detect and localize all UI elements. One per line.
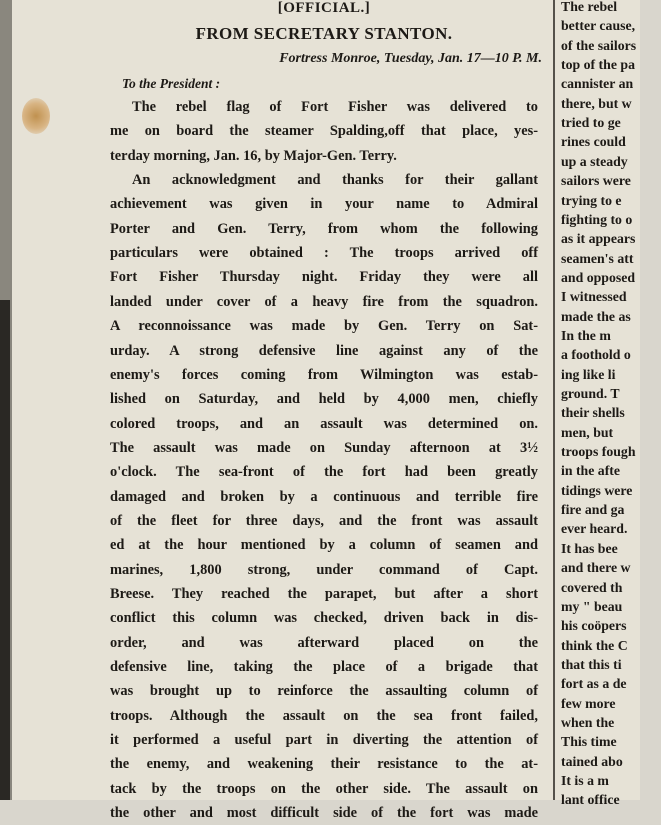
- adjacent-line: when the: [561, 714, 615, 730]
- article-line: Fort Fisher Thursday night. Friday they were all: [110, 269, 538, 286]
- adjacent-line: trying to e: [561, 192, 622, 208]
- article-line: The rebel flag of Fort Fisher was delivered to: [132, 99, 538, 115]
- adjacent-line: rines could: [561, 134, 626, 150]
- dateline: Fortress Monroe, Tuesday, Jan. 17—10 P. M.: [279, 51, 542, 66]
- column-rule: [553, 0, 555, 800]
- article-column: [104, 0, 544, 822]
- article-line: damaged and broken by a continuous and terrible fire: [110, 488, 538, 505]
- adjacent-line: better cause,: [561, 18, 636, 34]
- article-line: achievement was given in your name to Admiral: [110, 196, 538, 213]
- adjacent-line: In the m: [561, 327, 611, 343]
- adjacent-line: ing like li: [561, 366, 616, 382]
- article-line: A reconnoissance was made by Gen. Terry on Sat-: [110, 318, 538, 335]
- adjacent-line: of the sailors: [561, 37, 637, 53]
- article-line: particulars were obtained : The troops arrived off: [110, 245, 538, 262]
- adjacent-line: cannister an: [561, 76, 634, 92]
- page-shadow: [0, 300, 10, 800]
- article-line: An acknowledgment and thanks for their gallant: [132, 172, 538, 189]
- article-line: troops. Although the assault on the sea front failed,: [110, 707, 538, 724]
- adjacent-line: few more: [561, 695, 616, 711]
- adjacent-line: his coöpers: [561, 618, 627, 634]
- adjacent-line: up a steady: [561, 153, 628, 169]
- article-line: conflict this column was checked, driven back in dis-: [110, 610, 538, 627]
- adjacent-line: It is a m: [561, 773, 609, 788]
- adjacent-line: This time: [561, 734, 617, 750]
- headline: FROM SECRETARY STANTON.: [195, 24, 453, 43]
- adjacent-line: as it appears: [561, 231, 636, 247]
- adjacent-line: and there w: [561, 560, 631, 576]
- article-line: marines, 1,800 strong, under command of Capt.: [110, 561, 538, 578]
- article-line: defensive line, taking the place of a brigade that: [110, 659, 538, 676]
- article-line: the enemy, and weakening their resistance to the at-: [110, 756, 538, 773]
- adjacent-line: The rebel: [561, 0, 618, 14]
- adjacent-line: I witnessed: [561, 289, 627, 305]
- article-line: enemy's forces coming from Wilmington was estab-: [110, 366, 538, 383]
- adjacent-line: tried to ge: [561, 115, 621, 131]
- adjacent-line: ever heard.: [561, 521, 628, 537]
- article-line: me on board the steamer Spalding,off that place, yes-: [110, 123, 538, 140]
- official-tag: [OFFICIAL.]: [277, 0, 371, 16]
- newspaper-page: [12, 0, 640, 822]
- article-line: tack by the troops on the other side. The assault on: [110, 780, 538, 797]
- article-line: o'clock. The sea-front of the fort had been greatly: [110, 464, 538, 481]
- article-line: urday. A strong defensive line against any of the: [110, 342, 538, 359]
- adjacent-line: lant office: [561, 792, 620, 808]
- adjacent-line: there, but w: [561, 95, 632, 111]
- article-line: the other and most difficult side of the fort was made: [110, 805, 538, 822]
- article-line: landed under cover of a heavy fire from the squadron.: [110, 293, 538, 310]
- adjacent-line: and opposed: [561, 269, 636, 285]
- adjacent-line: sailors were: [561, 173, 631, 189]
- adjacent-line: top of the pa: [561, 57, 635, 73]
- salutation: To the President :: [122, 76, 221, 91]
- adjacent-line: fire and ga: [561, 502, 625, 518]
- adjacent-line: in the afte: [561, 463, 621, 479]
- article-line: of the fleet for three days, and the front was assault: [110, 512, 538, 529]
- adjacent-line: made the as: [561, 308, 631, 324]
- adjacent-line: men, but: [561, 424, 614, 440]
- adjacent-line: fort as a de: [561, 676, 627, 692]
- adjacent-column: [557, 0, 652, 808]
- adjacent-line: their shells: [561, 405, 625, 421]
- article-line: lished on Saturday, and held by 4,000 men, chiefly: [110, 391, 538, 408]
- adjacent-line: think the C: [561, 637, 628, 653]
- article-line: ed at the hour mentioned by a column of seamen and: [110, 537, 538, 554]
- article-line: Porter and Gen. Terry, from whom the following: [110, 220, 538, 237]
- adjacent-line: covered th: [561, 579, 623, 595]
- article-line: terday morning, Jan. 16, by Major-Gen. Terry.: [110, 147, 397, 164]
- adjacent-line: tidings were: [561, 482, 633, 498]
- adjacent-line: tained abo: [561, 753, 623, 769]
- adjacent-line: troops fough: [561, 444, 636, 460]
- adjacent-line: seamen's att: [561, 250, 634, 266]
- article-line: it performed a useful part in diverting the attention of: [110, 732, 538, 749]
- paper-stain: [22, 98, 50, 134]
- adjacent-line: fighting to o: [561, 211, 633, 227]
- article-line: colored troops, and an assault was determined on.: [110, 415, 538, 432]
- article-line: The assault was made on Sunday afternoon at 3½: [110, 439, 538, 456]
- article-line: was brought up to reinforce the assaulting column of: [110, 683, 538, 700]
- article-line: Breese. They reached the parapet, but after a short: [110, 586, 538, 602]
- adjacent-line: that this ti: [561, 656, 622, 672]
- adjacent-line: It has bee: [561, 540, 618, 556]
- article-line: order, and was afterward placed on the: [110, 634, 538, 651]
- adjacent-line: my " beau: [561, 598, 623, 614]
- adjacent-line: ground. T: [561, 386, 620, 401]
- adjacent-line: a foothold o: [561, 347, 631, 363]
